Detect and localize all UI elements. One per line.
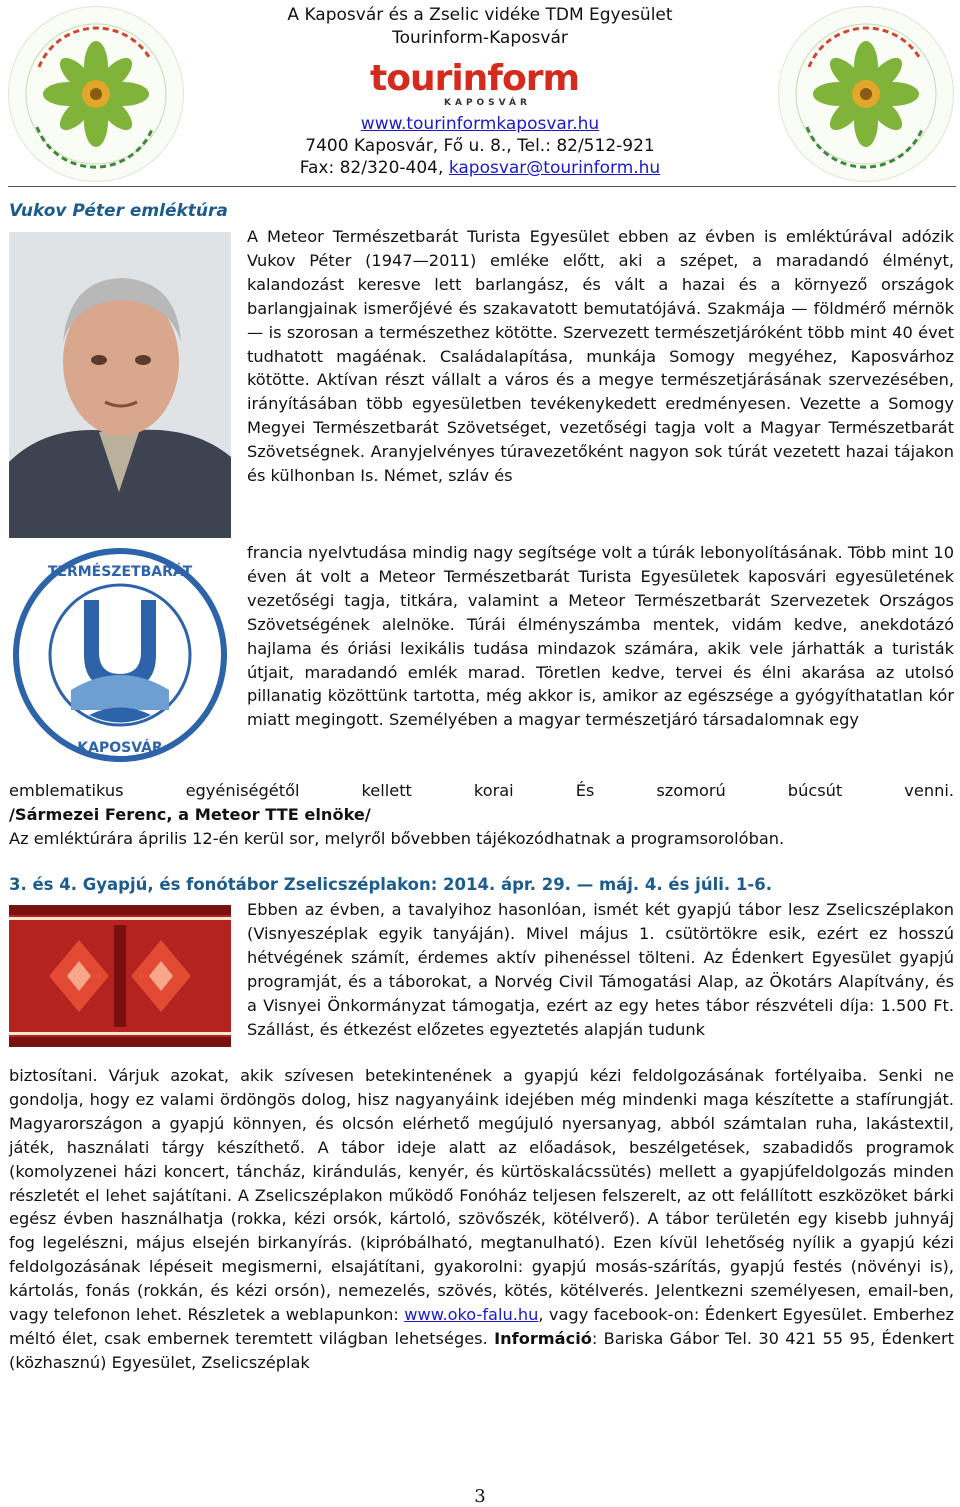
fax-text: Fax: 82/320-404, (299, 158, 449, 178)
website-line (230, 114, 730, 134)
flower-logo-icon (9, 7, 183, 181)
office-name: Tourinform-Kaposvár (392, 28, 568, 48)
article2-heading: 3. és 4. Gyapjú, és fonótábor Zselicszéplakon: 2014. ápr. 29. — máj. 4. és júli. 1-6. (9, 875, 772, 894)
fax-line (230, 158, 730, 178)
email-link[interactable]: kaposvar@tourinform.hu (448, 158, 661, 178)
article2-after-link: , vagy facebook-on: Édenkert Egyesület. Emberhez méltó élet, csak embernek teremtett világban lehetséges. (9, 1305, 955, 1348)
rug-pattern-icon (9, 905, 231, 1047)
person-portrait-icon (9, 232, 231, 538)
tdm-logo-left (8, 6, 184, 182)
tourinform-logo-sub: KAPOSVÁR (444, 98, 531, 108)
tdm-logo-right (778, 6, 954, 182)
article2-body-side: Ebben az évben, a tavalyihoz hasonlóan, ismét két gyapjú tábor lesz Zselicszéplakon (Visnyeszéplak egyik tanyáján). Mivel május 1. csütörtökre esik, ezért ez hosszú hétvégének számít, érdemes aktív pihenéssel tölteni. Az Édenkert Egyesület gyapjú programját, és a táborokat, a Norvég Civil Támogatási Alap, az Ökotárs Alapítvány, és a Visnyei Önkormányzat támogatja, ezért az egy hetes tábor részvételi díja: 1.500 Ft. Szállást, és étkezést előzetes egyeztetés alapján tudunk (247, 900, 954, 1039)
article1-note: Az emléktúrára április 12-én kerül sor, melyről bővebben tájékozódhatnak a programsorolóban. (9, 829, 785, 848)
svg-text:KAPOSVÁR: KAPOSVÁR (77, 740, 163, 756)
article2-body-full (9, 1064, 954, 1375)
article1-body-full: emblematikus egyéniségétől kellett korai És szomorú búcsút venni. (9, 781, 954, 800)
svg-text:TERMÉSZETBARÁT: TERMÉSZETBARÁT (47, 564, 193, 580)
oko-falu-link[interactable]: www.oko-falu.hu (404, 1305, 539, 1325)
article1-body-side2: francia nyelvtudása mindig nagy segítsége volt a túrák lebonyolításának. Több mint 10 éven át volt a Meteor Természetbarát Turista Egyesületek kaposvári egyesületének vezetőségi tagja, titkára, valamint a Meteor Természetbarát Szervezetek Országos Szövetségének alelnöke. Túrái élményszámba mentek, vidám kedve, anekdotázó hajlama és óriási lexikális tudása mindazok számára, akik vele járhatták a turisták útjait, maradandó emlék marad. Töretlen kedve, tervei és élni akarása az utolsó pillanatig közöttünk tartotta, még akkor is, amikor az egészsége a gyógyíthatatlan kór miatt megingott. Személyében a magyar természetjáró társadalomnak egy (247, 543, 954, 730)
article2-body-text: biztosítani. Várjuk azokat, akik szívesen betekintenének a gyapjú kézi feldolgozásának fortélyaiba. Senki ne gondolja, hogy ez valami ördöngös dolog, hisz nagyanyáink idejében még mindenki maga készítette a stafírungját. Magyarországon a gyapjú könnyen, és olcsón elérhető megújuló nyersanyag, abból számtalan ruha, lakástextil, játék, használati tárgy készíthető. A tábor ideje alatt az előadások, beszélgetések, szabadidős programok (komolyzenei házi koncert, táncház, kirándulás, kenyér, és kürtöskalácssütés) mellett a gyapjúfeldolgozás minden részletét el lehet sajátítani. A Zselicszéplakon működő Fonóház teljesen felszerelt, az ott felállított eszközöket bárki egész évben használhatja (rokka, kézi orsók, kártoló, szövőszék, kötélverő). A tábor területén egy kisebb juhnyáj fog legelészni, május elsején birkanyírás. (kipróbálható, megtanulható). Ezen kívül lehetőség nyílik a gyapjú kézi feldolgozásának lépéseit megismerni, elsajátítani, gyakorolni: gyapjú mosás-szárítás, gyapjú festés (növényi is), kártolás, fonás (rokkán, és kézi orsón), nemezelés, szövés, kötés, kötélverés. Jelentkezni személyesen, email-ben, vagy telefonon lehet. Részletek a weblapunkon: (9, 1066, 954, 1325)
meteor-emblem (9, 540, 231, 770)
tourinform-logo-word: tourinform (370, 58, 579, 99)
woven-rug-photo (9, 905, 231, 1047)
info-label: Információ (494, 1328, 592, 1348)
article1-signature: /Sármezei Ferenc, a Meteor TTE elnöke/ (9, 805, 371, 824)
article-title: Vukov Péter emléktúra (9, 201, 228, 221)
page-number: 3 (474, 1486, 486, 1507)
article1-body-side: A Meteor Természetbarát Turista Egyesület ebben az évben is emléktúrával adózik Vukov Péter (1947—2011) emléke előtt, aki a szépet, a maradandó élményt, kalandozást keresve lett barlangász, és vált a hazai és a környező országok barlangjainak ismerőjévé és szakavatott bemutatójává. Szakmája — földmérő mérnök — is szorosan a természethez kötötte. Szervezett természetjáróként több mint 40 évet tudhatott magáénak. Családalapítása, munkája Somogy megyéhez, Kaposvárhoz kötötte. Aktívan részt vállalt a város és a megye természetjárásának szervezésében, irányításában több egyesületben tevékenykedett eredményesen. Vezette a Somogy Megyei Természetbarát Szövetséget, vezetőségi tagja volt a Magyar Természetbarát Szövetségnek. Aranyjelvényes túravezetőként nagyon sok túrát vezetett hazai tájakon és külhonban Is. Német, szláv és (247, 227, 954, 486)
info-text: : Bariska Gábor Tel. 30 421 55 95, Édenkert (közhasznú) Egyesület, Zselicszéplak (9, 1328, 954, 1372)
tourinform-logo (370, 58, 590, 108)
address-line: 7400 Kaposvár, Fő u. 8., Tel.: 82/512-921 (305, 136, 655, 156)
portrait-photo (9, 232, 231, 538)
flower-logo-icon (779, 7, 953, 181)
org-name: A Kaposvár és a Zselic vidéke TDM Egyesület (287, 5, 673, 25)
header-divider (8, 186, 956, 187)
website-link[interactable]: www.tourinformkaposvar.hu (360, 114, 600, 134)
club-emblem-icon (9, 540, 231, 770)
